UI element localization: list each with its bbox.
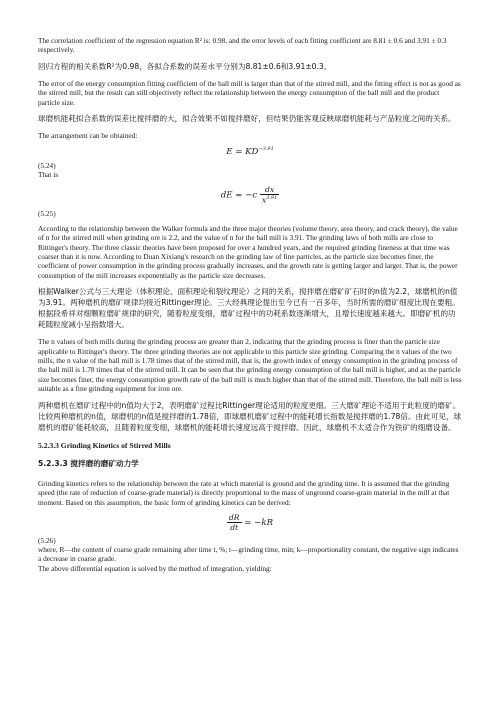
equation-5-25 xyxy=(38,185,462,205)
equation-5-26-fraction xyxy=(227,513,242,532)
equation-5-25-denominator xyxy=(260,195,279,205)
paragraph-error-en: The error of the energy consumption fitting coefficient of the ball mill is larger than that of the stirred mill, and the fitting effect is not as good as the stirred mill, but the result can still objectively reflect the relationship between the energy consumption of the ball mill and the product particle size. xyxy=(38,78,461,107)
paragraph-regression-en: The correlation coefficient of the regression equation R² is: 0.98, and the error levels of each fitting coefficient are 8.81 ± 0.6 and 3.91 ± 0.3 respectively. xyxy=(38,36,447,55)
equation-5-26 xyxy=(38,513,462,532)
paragraph-integration-en: The above differential equation is solved by the method of integration, yielding: xyxy=(38,563,272,573)
paragraph-error-zh: 球磨机能耗拟合系数的误差比搅拌磨的大，拟合效果不如搅拌磨好，但结果仍能客观反映球磨机能耗与产品粒度之间的关系。 xyxy=(38,114,456,124)
equation-5-25-fraction xyxy=(260,185,279,205)
section-heading-zh: 5.2.3.3 搅拌磨的磨矿动力学 xyxy=(38,458,139,468)
that-is-label: That is xyxy=(38,170,59,180)
equation-5-25-numerator: dx xyxy=(260,185,279,195)
equation-5-25-lhs: dE = −c xyxy=(220,190,258,201)
paragraph-where-en: where, R—the content of coarse grade remaining after time t, %; t—grinding time, min; k—proportionality constant, the negative sign indicates a decrease in coarse grade. xyxy=(38,544,459,564)
paragraph-kinetics-en: Grinding kinetics refers to the relationship between the rate at which material is ground and the grinding time. It is assumed that the grinding speed (the rate of reduction of coarse-grade material) is directly proportional to the mass of unground coarse-grain material in the mill at that moment. Based on this assumption, the basic form of grinding kinetics can be derived: xyxy=(38,478,450,507)
equation-5-26-denominator: dt xyxy=(230,522,239,532)
equation-5-26-numerator: dR xyxy=(228,512,240,522)
paragraph-n-values-en: The n values of both mills during the grinding process are greater than 2, indicating that the grinding process is finer than the particle size applicable to Rittinger's theory. The three grinding theories are not applicable to this particle size grinding. Comparing the n values of the two mills, the n value of the ball mill is 1.78 times that of the stirred mill, that is, the growth index of energy consumption in the grinding process of the ball mill is 1.78 times that of the stirred mill. It can be seen that the grinding energy consumption of the ball mill is higher, and as the particle size becomes finer, the energy consumption growth rate of the ball mill is much higher than that of the stirred mill. Therefore, the ball mill is less suitable as a fine grinding equipment for iron ore. xyxy=(38,337,462,394)
paragraph-walker-zh: 根据Walker公式与三大理论（体积理论、面积理论和裂纹理论）之间的关系，搅拌磨在磨矿矿石时的n值为2.2，球磨机的n值为3.91。两种磨机的磨矿规律均接近Rittinger理论。三大经典理论提出至今已有一百多年，当时所需的磨矿细度比现在要粗。根据段希祥对细颗粒磨矿规律的研究，随着粒度变细，磨矿过程中的功耗系数逐渐增大，且增长速度越来越大。即磨矿机的功耗随粒度减小呈指数增大。 xyxy=(38,287,460,330)
equation-5-24-body: E = KD xyxy=(226,147,259,158)
equation-number-5-25: (5.25) xyxy=(38,208,56,218)
paragraph-regression-zh: 回归方程的相关系数R²为0.98，各拟合系数的误差水平分别为8.81±0.6和3.91±0.3。 xyxy=(38,61,332,71)
paragraph-arrangement-en: The arrangement can be obtained: xyxy=(38,131,138,141)
equation-number-5-24: (5.24) xyxy=(38,161,56,171)
paragraph-walker-en: According to the relationship between the Walker formula and the three major theories (volume theory, area theory, and crack theory), the value of n for the stirred mill when grinding ore is 2.2, and the value of n for the ball mill is 3.91. The grinding laws of both mills are close to Rittinger's theory. The three classic theories have been proposed for over a hundred years, and the required grinding fineness at that time was coarser than it is now. According to Duan Xixiang's research on the grinding law of fine particles, as the particle size becomes finer, the coefficient of power consumption in the grinding process gradually increases, and the growth rate is getting larger and larger. That is, the power consumption of the mill increases exponentially as the particle size decreases. xyxy=(38,223,458,280)
equation-5-24-exponent: −3.91 xyxy=(258,146,274,153)
equation-5-26-rhs: = −kR xyxy=(244,517,274,528)
equation-number-5-26: (5.26) xyxy=(38,535,56,545)
section-heading-en: 5.2.3.3 Grinding Kinetics of Stirred Mills xyxy=(38,440,171,450)
equation-5-24 xyxy=(38,146,462,157)
paragraph-n-values-zh: 两种磨机在磨矿过程中的n值均大于2，表明磨矿过程比Rittinger理论适用的粒度更细。三大磨矿理论不适用于此粒度的磨矿。比较两种磨机的n值，球磨机的n值是搅拌磨的1.78倍，即球磨机磨矿过程中的能耗增长指数是搅拌磨的1.78倍。由此可见，球磨机的磨矿能耗较高，且随着粒度变细，球磨机的能耗增长速度远高于搅拌磨。因此，球磨机不太适合作为铁矿的细磨设备。 xyxy=(38,400,462,432)
equation-5-25-denominator-base: x xyxy=(261,195,267,205)
equation-5-25-exponent: 3.91 xyxy=(266,195,278,202)
